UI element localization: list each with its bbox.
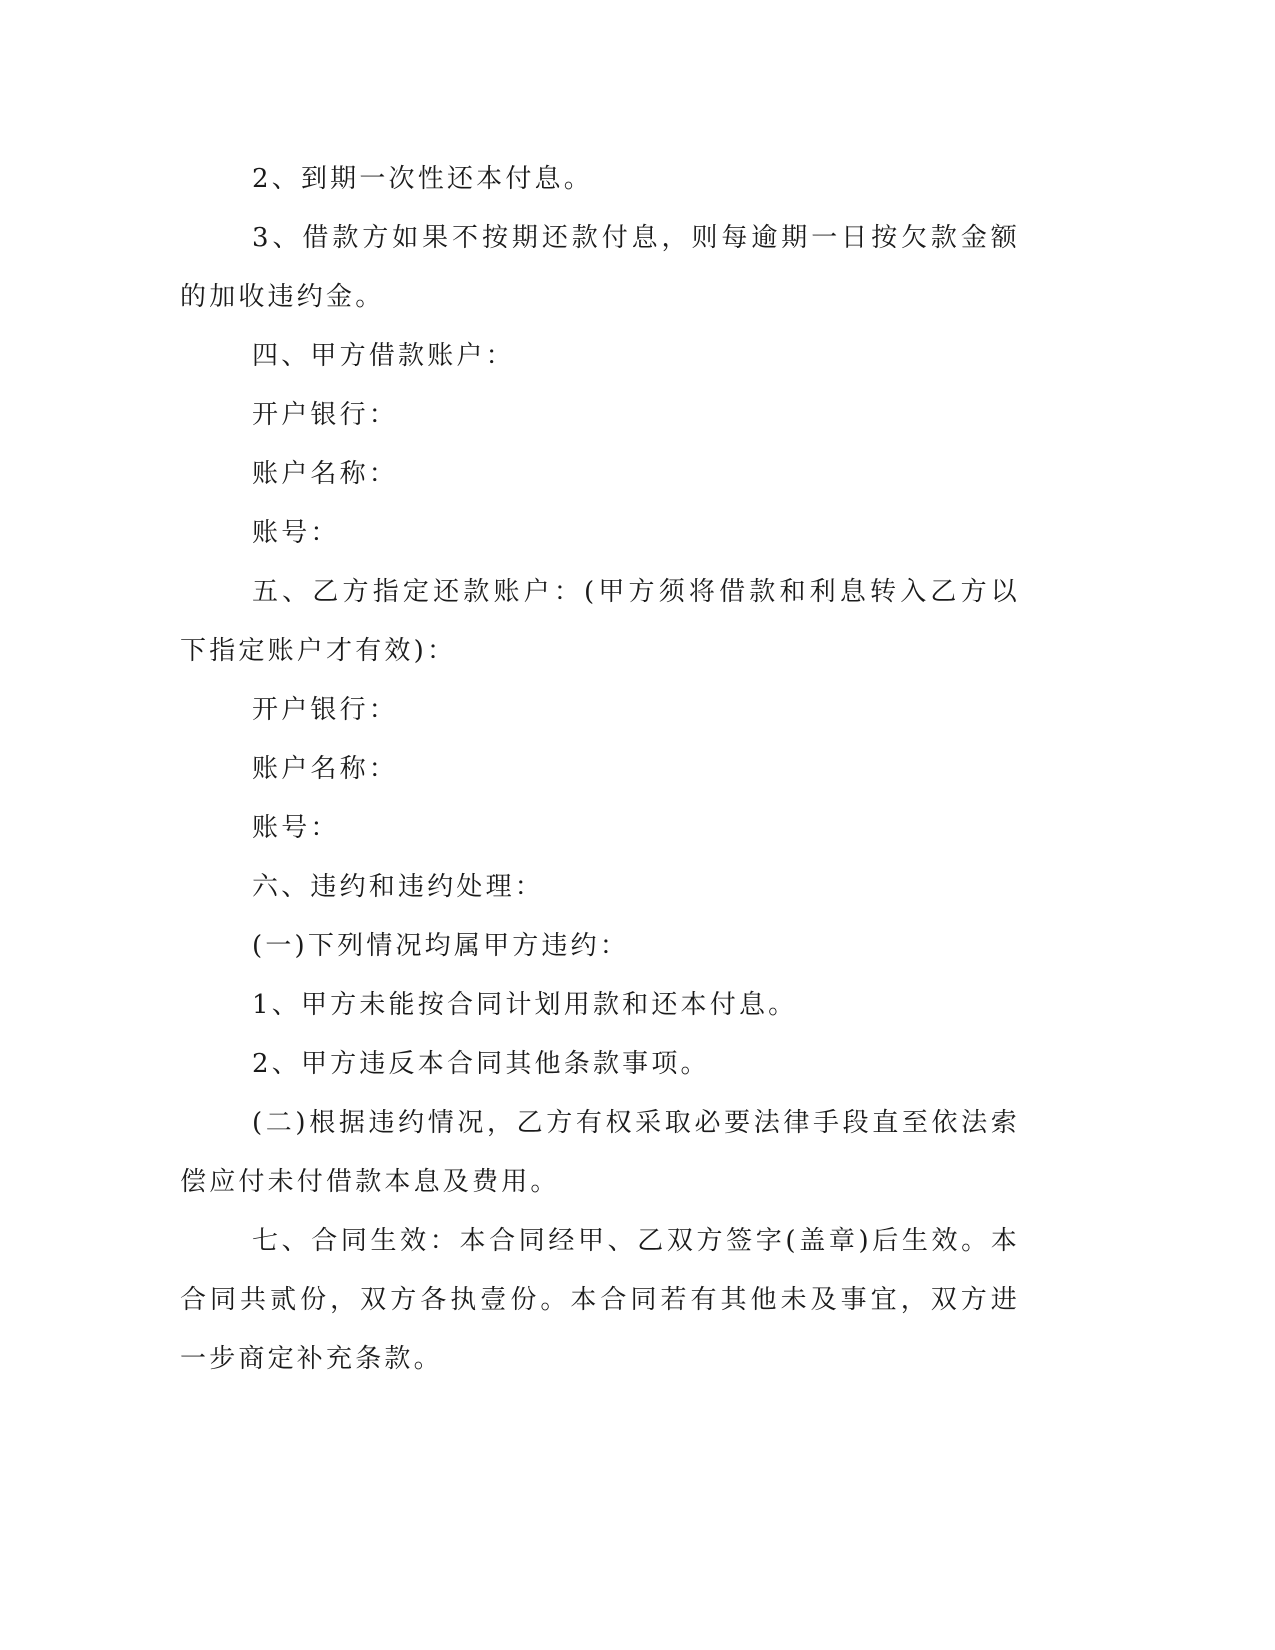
paragraph-repayment-lump-sum: 2、到期一次性还本付息。	[252, 164, 593, 194]
paragraph-breach-remedy: (二)根据违约情况，乙方有权采取必要法律手段直至依法索偿应付未付借款本息及费用。	[180, 1108, 1020, 1197]
field-party-a-bank: 开户银行：	[252, 400, 399, 430]
field-party-a-account-number: 账号：	[252, 518, 340, 548]
field-party-b-bank: 开户银行：	[252, 695, 399, 725]
heading-party-b-account: 五、乙方指定还款账户：(甲方须将借款和利息转入乙方以下指定账户才有效)：	[180, 577, 1020, 666]
document-body	[180, 150, 1020, 1389]
paragraph-breach-item-1: 1、甲方未能按合同计划用款和还本付息。	[252, 990, 798, 1020]
paragraph-breach-item-2: 2、甲方违反本合同其他条款事项。	[252, 1049, 710, 1079]
field-party-a-account-name: 账户名称：	[252, 459, 399, 489]
heading-party-a-account: 四、甲方借款账户：	[252, 341, 515, 371]
field-party-b-account-number: 账号：	[252, 813, 340, 843]
field-party-b-account-name: 账户名称：	[252, 754, 399, 784]
subheading-party-a-breach: (一)下列情况均属甲方违约：	[252, 931, 630, 961]
heading-breach-handling: 六、违约和违约处理：	[252, 872, 545, 902]
paragraph-late-penalty: 3、借款方如果不按期还款付息，则每逾期一日按欠款金额的加收违约金。	[180, 223, 1020, 312]
paragraph-contract-effective: 七、合同生效：本合同经甲、乙双方签字(盖章)后生效。本合同共贰份，双方各执壹份。本合同若有其他未及事宜，双方进一步商定补充条款。	[180, 1226, 1020, 1374]
